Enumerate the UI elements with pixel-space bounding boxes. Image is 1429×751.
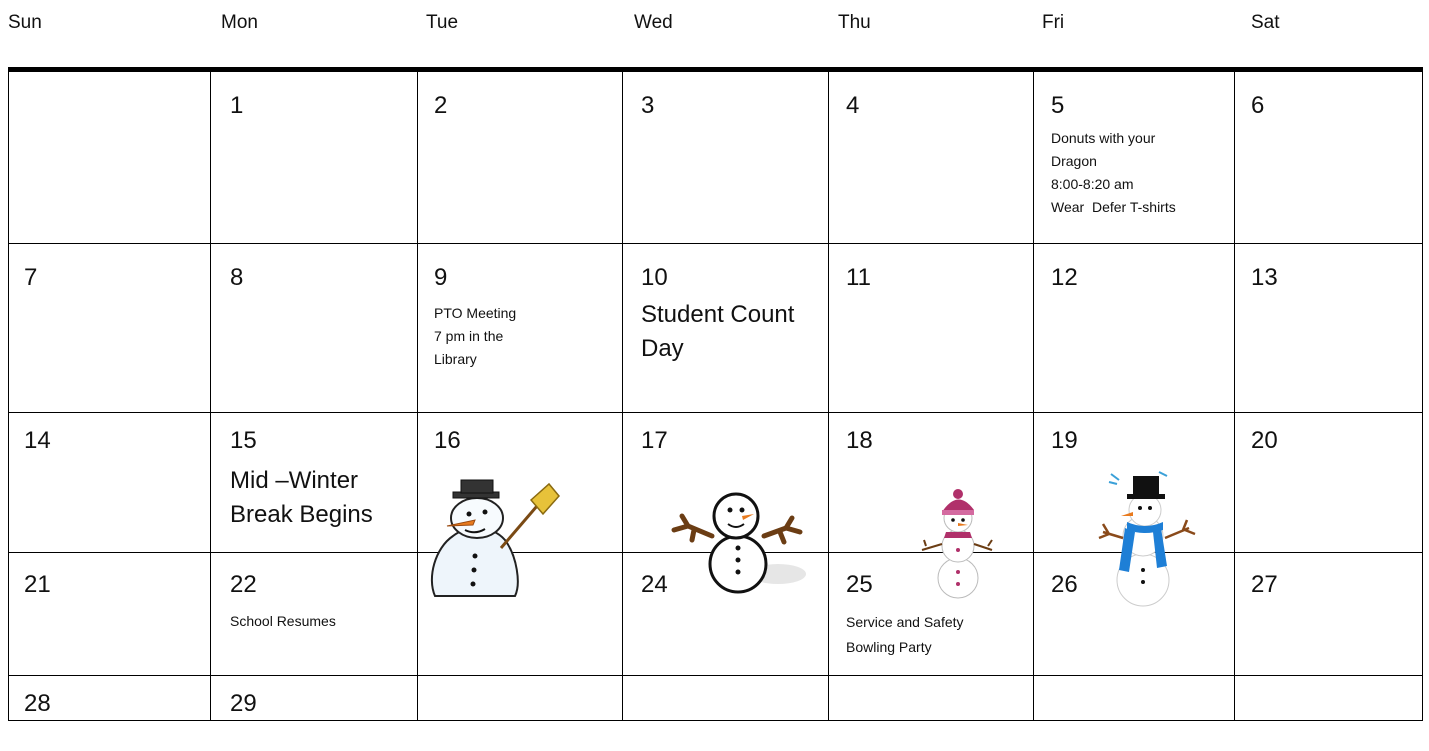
date-number: 4	[846, 92, 860, 119]
date-number: 14	[24, 427, 51, 454]
weekday-tue: Tue	[426, 12, 459, 33]
grid-line	[1234, 72, 1235, 721]
date-number: 13	[1251, 264, 1278, 291]
date-number: 11	[846, 264, 871, 291]
grid-line	[622, 72, 623, 721]
event-mid-winter-break	[230, 464, 373, 532]
date-number: 17	[641, 427, 668, 454]
date-number: 7	[24, 264, 38, 291]
event-school-resumes	[230, 610, 336, 633]
date-number: 25	[846, 571, 873, 598]
event-bowling-party	[846, 610, 964, 660]
date-number: 28	[24, 690, 51, 717]
event-line: Student Count	[641, 301, 795, 328]
grid-line	[8, 243, 1423, 244]
event-line: Library	[434, 351, 477, 367]
date-number: 9	[434, 264, 448, 291]
snowman-pink-hat-icon	[918, 488, 998, 600]
date-number: 16	[434, 427, 461, 454]
date-number: 12	[1051, 264, 1078, 291]
weekday-fri: Fri	[1042, 12, 1065, 33]
date-number: 15	[230, 427, 257, 454]
grid-line	[8, 675, 1423, 676]
event-line: Bowling Party	[846, 639, 932, 655]
grid-line	[417, 72, 418, 721]
event-line: Service and Safety	[846, 614, 964, 630]
event-line: Day	[641, 335, 684, 362]
event-line: Break Begins	[230, 501, 373, 528]
date-number: 3	[641, 92, 655, 119]
weekday-sat: Sat	[1251, 12, 1280, 33]
date-number: 21	[24, 571, 51, 598]
date-number: 5	[1051, 92, 1065, 119]
weekday-sun: Sun	[8, 12, 42, 33]
event-line: 8:00-8:20 am	[1051, 176, 1134, 192]
event-line: Dragon	[1051, 153, 1097, 169]
grid-line	[828, 72, 829, 721]
event-line: Wear Defer T-shirts	[1051, 199, 1176, 215]
date-number: 19	[1051, 427, 1078, 454]
weekday-mon: Mon	[221, 12, 258, 33]
date-number: 8	[230, 264, 244, 291]
event-line: 7 pm in the	[434, 328, 504, 344]
event-line: School Resumes	[230, 613, 336, 629]
event-line: PTO Meeting	[434, 305, 517, 321]
date-number: 27	[1251, 571, 1278, 598]
event-line: Mid –Winter	[230, 467, 359, 494]
event-donuts	[1051, 127, 1176, 219]
date-number: 1	[230, 92, 244, 119]
calendar-grid	[8, 72, 1423, 721]
grid-line	[210, 72, 211, 721]
weekday-thu: Thu	[838, 12, 871, 33]
date-number: 26	[1051, 571, 1078, 598]
date-number: 6	[1251, 92, 1265, 119]
date-number: 20	[1251, 427, 1278, 454]
grid-line	[1422, 72, 1423, 721]
grid-line	[8, 412, 1423, 413]
date-number: 29	[230, 690, 257, 717]
grid-line	[8, 720, 1423, 721]
weekday-wed: Wed	[634, 12, 673, 33]
grid-line	[8, 72, 9, 721]
snowman-waving-icon	[668, 486, 808, 598]
snowman-blue-scarf-icon	[1095, 470, 1205, 608]
date-number: 22	[230, 571, 257, 598]
event-line: Donuts with your	[1051, 130, 1156, 146]
date-number: 24	[641, 571, 668, 598]
snowman-with-broom-icon	[425, 478, 560, 600]
event-student-count	[641, 298, 794, 366]
date-number: 2	[434, 92, 448, 119]
grid-line	[1033, 72, 1034, 721]
event-pto-meeting	[434, 302, 516, 371]
date-number: 10	[641, 264, 668, 291]
date-number: 18	[846, 427, 873, 454]
